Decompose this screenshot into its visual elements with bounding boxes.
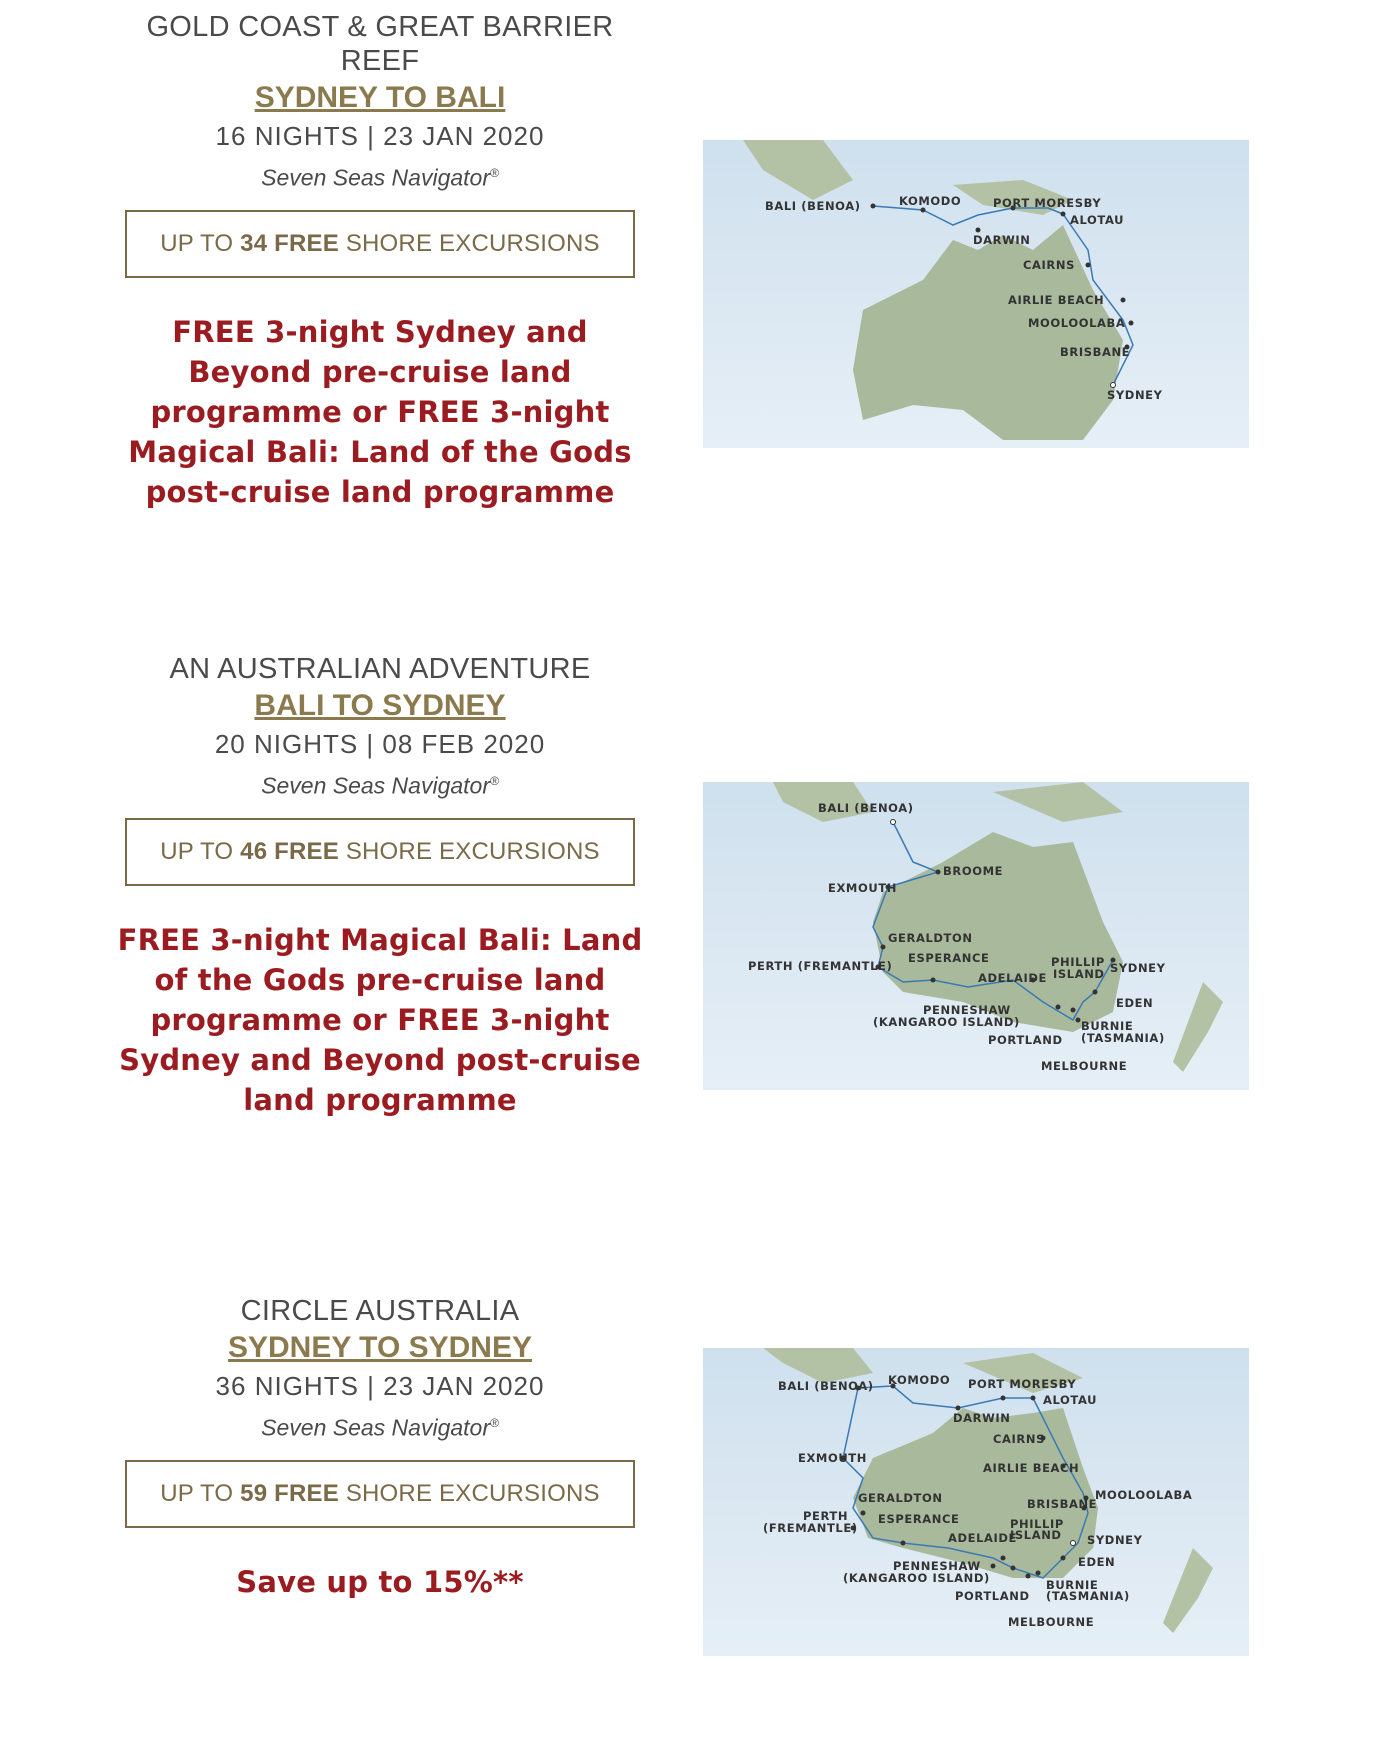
map-label: SYDNEY: [1087, 1533, 1143, 1547]
map-label: PENNESHAW: [893, 1559, 981, 1573]
excursions-prefix: UP TO: [160, 837, 241, 865]
excursions-suffix: SHORE EXCURSIONS: [338, 229, 600, 257]
map-label: BALI (BENOA): [818, 801, 914, 815]
cruise-info: [110, 1284, 650, 1602]
map-label: PORT MORESBY: [993, 196, 1102, 210]
excursions-prefix: UP TO: [160, 1479, 241, 1507]
cruise-card: [0, 1284, 1378, 1704]
route-map[interactable]: [703, 140, 1249, 448]
ship-name-text: Seven Seas Navigator: [261, 772, 490, 799]
cruise-info: [110, 642, 650, 1120]
ship-name: [110, 762, 650, 805]
map-label: MELBOURNE: [1008, 1615, 1095, 1629]
excursions-count: 46: [240, 837, 268, 865]
map-label: PHILLIP: [1051, 955, 1105, 969]
map-label: (KANGAROO ISLAND): [843, 1571, 990, 1585]
ship-name: [110, 154, 650, 197]
map-label: ISLAND: [1010, 1528, 1062, 1542]
map-label: ALOTAU: [1070, 213, 1125, 227]
excursions-count: 34: [240, 229, 268, 257]
cruise-route-link[interactable]: SYDNEY TO SYDNEY: [228, 1331, 532, 1364]
map-label: PERTH (FREMANTLE): [748, 959, 893, 973]
cruise-nights-date: 16 NIGHTS | 23 JAN 2020: [215, 121, 545, 151]
map-label: BURNIE: [1081, 1019, 1134, 1033]
offer-text: Save up to 15%**: [236, 1564, 524, 1599]
map-label: GERALDTON: [888, 931, 973, 945]
map-label: (KANGAROO ISLAND): [873, 1015, 1020, 1029]
cruise-nights-date: 20 NIGHTS | 08 FEB 2020: [214, 729, 546, 759]
cruise-subtitle: CIRCLE AUSTRALIA: [240, 1295, 520, 1327]
route-map[interactable]: [703, 782, 1249, 1090]
route-map[interactable]: [703, 1348, 1249, 1656]
map-label: ADELAIDE: [978, 971, 1048, 985]
map-label: PORT MORESBY: [968, 1377, 1077, 1391]
map-label: BROOME: [943, 864, 1004, 878]
map-label: ESPERANCE: [908, 951, 990, 965]
map-label: SYDNEY: [1110, 961, 1166, 975]
map-label: (TASMANIA): [1046, 1589, 1130, 1603]
map-label: ALOTAU: [1043, 1393, 1098, 1407]
map-label: EXMOUTH: [828, 881, 897, 895]
registered-mark: ®: [490, 166, 499, 180]
map-label: MOOLOOLABA: [1095, 1488, 1193, 1502]
cruise-info: [110, 0, 650, 512]
registered-mark: ®: [490, 1416, 499, 1430]
map-label: (FREMANTLE): [763, 1521, 858, 1535]
map-label: AIRLIE BEACH: [983, 1461, 1080, 1475]
cruise-route-link[interactable]: BALI TO SYDNEY: [254, 689, 506, 722]
excursions-prefix: UP TO: [160, 229, 241, 257]
map-label: SYDNEY: [1107, 388, 1163, 402]
map-label: MELBOURNE: [1041, 1059, 1128, 1073]
map-label: AIRLIE BEACH: [1008, 293, 1105, 307]
cruise-route-link[interactable]: SYDNEY TO BALI: [254, 81, 506, 114]
cruise-nights-date: 36 NIGHTS | 23 JAN 2020: [215, 1371, 545, 1401]
ship-name: [110, 1404, 650, 1447]
registered-mark: ®: [490, 774, 499, 788]
map-label: ESPERANCE: [878, 1512, 960, 1526]
excursions-count: 59: [240, 1479, 268, 1507]
map-label: ADELAIDE: [948, 1531, 1018, 1545]
map-label: BALI (BENOA): [778, 1379, 874, 1393]
cruise-subtitle: AN AUSTRALIAN ADVENTURE: [169, 653, 591, 685]
map-label: EDEN: [1078, 1555, 1116, 1569]
map-label: (TASMANIA): [1081, 1031, 1165, 1045]
map-label: EDEN: [1116, 996, 1154, 1010]
excursions-free: FREE: [267, 1479, 339, 1507]
map-label: PENNESHAW: [923, 1003, 1011, 1017]
map-label: CAIRNS: [993, 1432, 1045, 1446]
excursions-free: FREE: [267, 837, 339, 865]
map-label: PERTH: [803, 1509, 849, 1523]
map-label: KOMODO: [899, 194, 962, 208]
excursions-suffix: SHORE EXCURSIONS: [338, 837, 600, 865]
map-label: DARWIN: [973, 233, 1031, 247]
cruise-card: [0, 642, 1378, 1117]
map-label: BALI (BENOA): [765, 199, 861, 213]
map-label: BRISBANE: [1060, 345, 1131, 359]
excursions-suffix: SHORE EXCURSIONS: [338, 1479, 600, 1507]
ship-name-text: Seven Seas Navigator: [261, 164, 490, 191]
map-label: KOMODO: [888, 1373, 951, 1387]
map-label: PORTLAND: [955, 1589, 1030, 1603]
map-label: DARWIN: [953, 1411, 1011, 1425]
excursions-button[interactable]: [125, 1460, 635, 1528]
excursions-button[interactable]: [125, 210, 635, 278]
map-label: BURNIE: [1046, 1578, 1099, 1592]
cruise-subtitle: GOLD COAST & GREAT BARRIER REEF: [146, 11, 614, 77]
ship-name-text: Seven Seas Navigator: [261, 1414, 490, 1441]
map-label: MOOLOOLABA: [1028, 316, 1126, 330]
cruise-card: [0, 0, 1378, 509]
map-label: ISLAND: [1053, 967, 1105, 981]
map-label: EXMOUTH: [798, 1451, 867, 1465]
map-label: GERALDTON: [858, 1491, 943, 1505]
offer-text: FREE 3-night Sydney and Beyond pre-cruise land programme or FREE 3-night Magical Bali: Land of the Gods post-cruise land programme: [128, 314, 632, 509]
map-label: PHILLIP: [1010, 1517, 1064, 1531]
excursions-free: FREE: [267, 229, 339, 257]
map-label: BRISBANE: [1027, 1497, 1098, 1511]
map-label: CAIRNS: [1023, 258, 1075, 272]
excursions-button[interactable]: [125, 818, 635, 886]
offer-text: FREE 3-night Magical Bali: Land of the Gods pre-cruise land programme or FREE 3-night Sydney and Beyond post-cruise land programme: [117, 922, 643, 1117]
map-label: PORTLAND: [988, 1033, 1063, 1047]
